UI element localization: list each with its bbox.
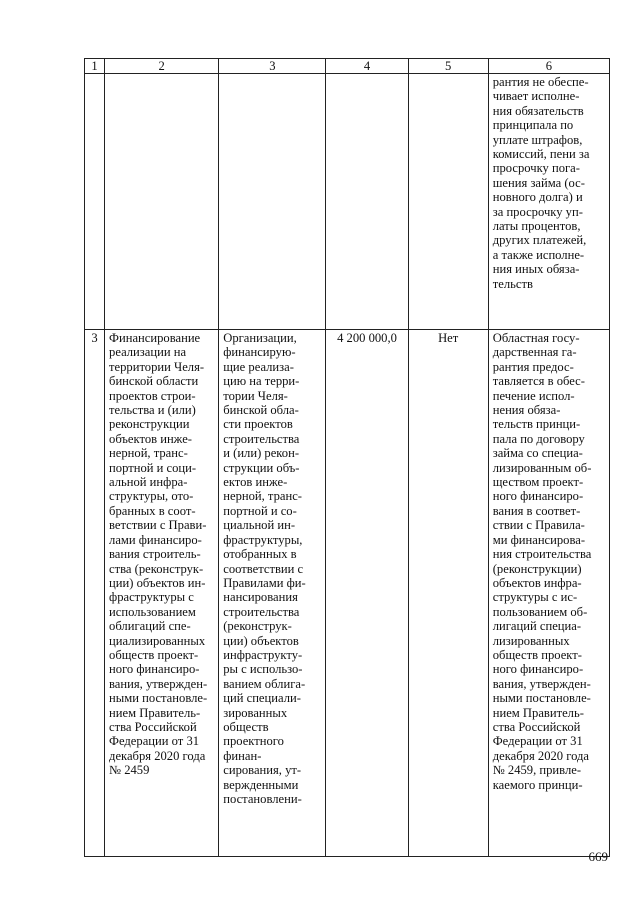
page-number: 669: [588, 849, 608, 864]
recourse-cell: Нет: [408, 330, 488, 857]
conditions-cell: рантия не обеспе- чивает исполне- ния обязательств принципала по уплате штрафов, комиссий, пени за просрочку пога- шения займа (ос- новного долга) и за просрочку уп- латы процентов, других платежей, а также исполне- ния иных обяза- тельств: [488, 74, 609, 330]
recipient-cell: [219, 74, 326, 330]
description-cell: [105, 74, 219, 330]
recipient-cell: Организации, финансирую- щие реализа- цию на терри- тории Челя- бинской обла- сти проектов строительства и (или) рекон- струкции объ- ектов инже- нерной, транс- портной и со- циальной ин- фраструктуры, отобранных в соответствии с Правилами фи- нансирования строительства (реконструк- ции) объектов инфраструкту- ры с использо- ванием облига- ций специали- зированных обществ проектного финан- сирования, ут- вержденными постановлени-: [219, 330, 326, 857]
description-cell: Финансирование реализации на территории Челя- бинской области проектов строи- тельства и (или) реконструкции объектов инже- нерной, транс- портной и соци- альной инфра- структуры, ото- бранных в соот- ветствии с Прави- лами финансиро- вания строитель- ства (реконструк- ции) объектов ин- фраструктуры с использованием облигаций спе- циализированных обществ проект- ного финансиро- вания, утвержден- ными постановле- нием Правитель- ства Российской Федерации от 31 декабря 2020 года № 2459: [105, 330, 219, 857]
column-header: 1: [85, 59, 105, 74]
conditions-cell: Областная госу- дарственная га- рантия предос- тавляется в обес- печение испол- нения обяза- тельств принци- пала по договору займа со специа- лизированным об- ществом проект- ного финансиро- вания в соответ- ствии с Правила- ми финансирова- ния строительства (реконструкции) объектов инфра- структуры с ис- пользованием об- лигаций специа- лизированных обществ проект- ного финансиро- вания, утвержден- ными постановле- нием Правитель- ства Российской Федерации от 31 декабря 2020 года № 2459, привле- каемого принци-: [488, 330, 609, 857]
table-row: [85, 74, 610, 330]
row-number-cell: 3: [85, 330, 105, 857]
row-number-cell: [85, 74, 105, 330]
column-header: 5: [408, 59, 488, 74]
column-header: 2: [105, 59, 219, 74]
table-row: [85, 330, 610, 857]
amount-cell: 4 200 000,0: [326, 330, 408, 857]
amount-cell: [326, 74, 408, 330]
column-header: 4: [326, 59, 408, 74]
column-header: 3: [219, 59, 326, 74]
column-header: 6: [488, 59, 609, 74]
header-row: [85, 59, 610, 74]
guarantee-table: [84, 58, 610, 857]
recourse-cell: [408, 74, 488, 330]
